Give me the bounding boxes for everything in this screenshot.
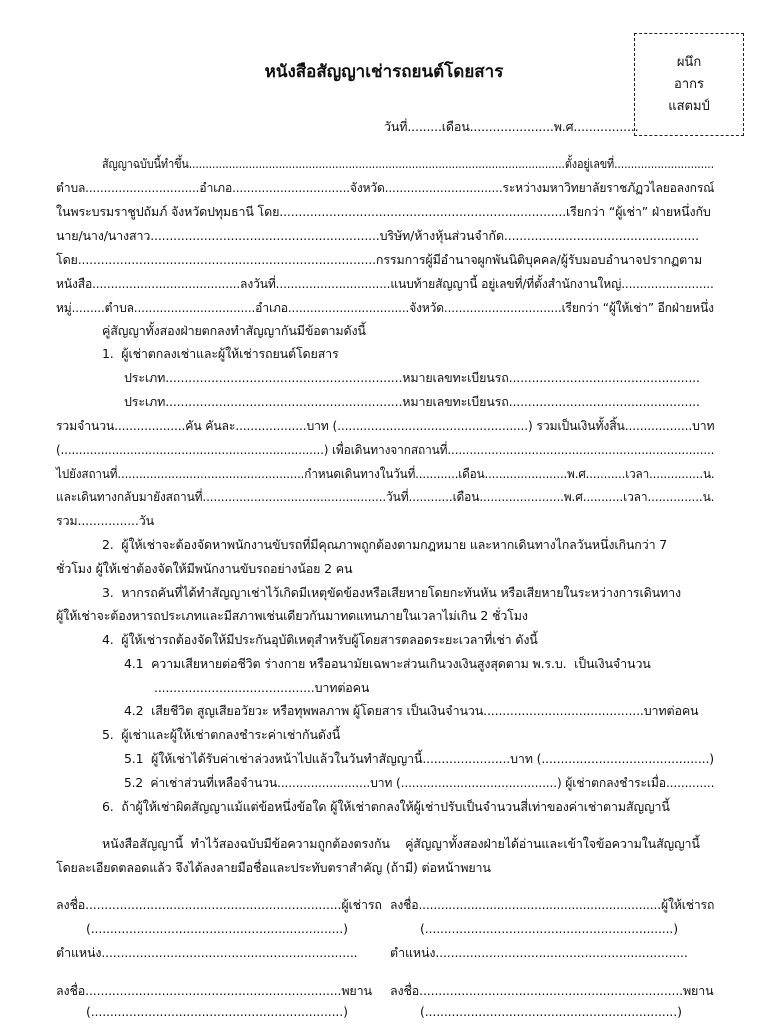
stamp-label-line2: อากร [674,76,704,92]
total-vehicles-line: รวมจำนวน...................คัน คันละ...................บาท (...................................................) รวมเป็นเงินทั้งสิ้น..................บาท [56,418,715,433]
clause-5-heading: 5. ผู้เช่าและผู้ให้เช่าตกลงชำระค่าเช่ากันดังนี้ [102,727,341,742]
lessor-position-line: ตำแหน่ง.................................................................. [390,945,688,960]
witness-1-name-line: (..................................................................) [86,1004,348,1019]
clause-4-1-line: 4.1 ความเสียหายต่อชีวิต ร่างกาย หรืออนามัยเฉพาะส่วนเกินวงเงินสูงสุดตาม พ.ร.บ. เป็นเงินจำนวน [124,656,651,671]
lessee-signature-line: ลงชื่อ...................................................................ผู้เช่ารถ [56,897,382,912]
preamble-line: หนังสือ........................................ลงวันที่...............................แนบท้ายสัญญานี้ อยู่เลขที่/ที่ตั้งสำนักงานใหญ่......................... [56,276,714,291]
purpose-line: (........................................................................) เพื่อเดินทางจากสถานที่......................................................................... [56,442,715,457]
vehicle-type-line: ประเภท..............................................................หมายเลขทะเบียนรถ.................................................. [124,394,700,409]
stamp-label-line1: ผนึก [676,54,702,70]
total-days-line: รวม................วัน [56,513,154,528]
lessor-name-line: (.................................................................) [420,921,678,936]
clause-5-1-line: 5.1 ผู้ให้เช่าได้รับค่าเช่าล่วงหน้าไปแล้วในวันทำสัญญานี้.......................บาท (............................................) [124,751,715,766]
preamble-line: คู่สัญญาทั้งสองฝ่ายตกลงทำสัญญากันมีข้อตามดังนี้ [102,323,366,338]
lessor-signature-line: ลงชื่อ.................................................................ผู้ให้เช่ารถ [390,897,715,912]
lessee-position-line: ตำแหน่ง................................................................... [56,945,358,960]
closing-line: หนังสือสัญญานี้ ทำไว้สองฉบับมีข้อความถูกต้องตรงกัน คู่สัญญาทั้งสองฝ่ายได้อ่านและเข้าใจข้อความในสัญญานี้ [102,836,700,851]
destination-line: ไปยังสถานที่....................................................กำหนดเดินทางในวันที่............เดือน.......................พ.ศ...........เวลา...............น. [56,466,715,481]
preamble-line: นาย/นาง/นางสาว............................................................บริษัท/ห้างหุ้นส่วนจำกัด................................................... [56,228,699,243]
document-title: หนังสือสัญญาเช่ารถยนต์โดยสาร [264,62,504,82]
clause-2-line: ชั่วโมง ผู้ให้เช่าต้องจัดให้มีพนักงานขับรถอย่างน้อย 2 คน [56,561,353,576]
clause-3-line: 3. หากรถคันที่ได้ทำสัญญาเช่าไว้เกิดมีเหตุขัดข้องหรือเสียหายโดยกะทันหัน หรือเสียหายในระหว่างการเดินทาง [102,585,681,600]
vehicle-type-line: ประเภท..............................................................หมายเลขทะเบียนรถ.................................................. [124,370,700,385]
preamble-line: โดย..............................................................................กรรมการผู้มีอำนาจผูกพันนิติบุคคล/ผู้รับมอบอำนาจปรากฏตาม [56,252,703,267]
clause-4-heading: 4. ผู้ให้เช่ารถต้องจัดให้มีประกันอุบัติเหตุสำหรับผู้โดยสารตลอดระยะเวลาที่เช่า ดังนี้ [102,632,538,647]
witness-2-signature-line: ลงชื่อ.....................................................................พยาน [390,983,714,998]
return-line: และเดินทางกลับมายังสถานที่..................................................วันที่............เดือน.......................พ.ศ...........เวลา...............น. [56,489,715,504]
clause-3-line: ผู้ให้เช่าจะต้องหารถประเภทและมีสภาพเช่นเดียวกันมาทดแทนภายในเวลาไม่เกิน 2 ชั่วโมง [56,608,528,623]
clause-2-line: 2. ผู้ให้เช่าจะต้องจัดหาพนักงานขับรถที่มีคุณภาพถูกต้องตามกฎหมาย และหากเดินทางไกลวันหนึ่งเกินกว่า 7 [102,537,668,552]
preamble-line: หมู่.........ตำบล.................................อำเภอ.................................จังหวัด................................เรียกว่า “ผู้ให้เช่า” อีกฝ่ายหนึ่ง [56,300,714,315]
clause-4-2-line: 4.2 เสียชีวิต สูญเสียอวัยวะ หรือทุพพลภาพ ผู้โดยสาร เป็นเงินจำนวน..........................................บาทต่อคน [124,703,699,718]
date-line: วันที่.........เดือน......................พ.ศ................. [384,119,639,134]
lessee-name-line: (..................................................................) [86,921,348,936]
clause-1-heading: 1. ผู้เช่าตกลงเช่าและผู้ให้เช่ารถยนต์โดยสาร [102,346,339,361]
clause-5-2-line: 5.2 ค่าเช่าส่วนที่เหลือจำนวน.........................บาท (..........................................) ผู้เช่าตกลงชำระเมื่อ............. [124,775,715,790]
witness-1-signature-line: ลงชื่อ...................................................................พยาน [56,983,372,998]
stamp-label-line3: แสตมป์ [668,98,710,114]
closing-line: โดยละเอียดตลอดแล้ว จึงได้ลงลายมือชื่อและประทับตราสำคัญ (ถ้ามี) ต่อหน้าพยาน [56,860,491,875]
witness-2-name-line: (..................................................................) [420,1004,682,1019]
clause-6-line: 6. ถ้าผู้ให้เช่าผิดสัญญาแม้แต่ข้อหนึ่งข้อใด ผู้ให้เช่าตกลงให้ผู้เช่าปรับเป็นจำนวนสี่เท่าของค่าเช่าตามสัญญานี้ [102,799,670,814]
preamble-line: สัญญาฉบับนี้ทำขึ้น.................................................................................................................ตั้งอยู่เลขที่.............................. [102,156,714,171]
preamble-line: ในพระบรมราชูปถัมภ์ จังหวัดปทุมธานี โดย...........................................................................เรียกว่า “ผู้เช่า” ฝ่ายหนึ่งกับ [56,204,711,219]
preamble-line: ตำบล...............................อำเภอ................................จังหวัด................................ระหว่างมหาวิทยาลัยราชภัฏวไลยอลงกรณ์ [56,180,715,195]
clause-4-1-line: ..........................................บาทต่อคน [154,680,370,695]
